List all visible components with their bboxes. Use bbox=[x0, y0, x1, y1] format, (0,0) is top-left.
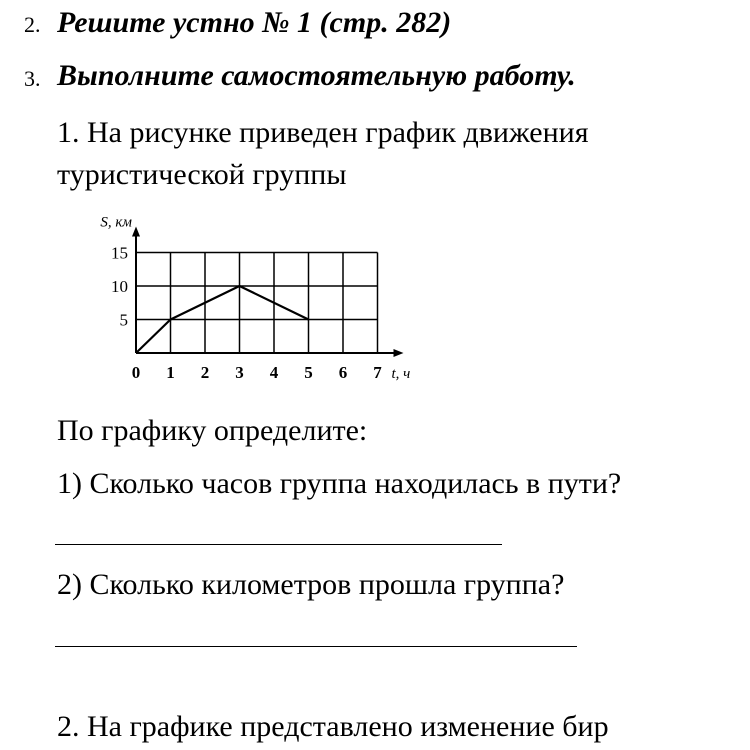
y-tick-label: 15 bbox=[111, 243, 128, 263]
answer-line-2[interactable] bbox=[55, 646, 577, 647]
y-axis-arrow bbox=[132, 227, 140, 237]
problem-1-line-2: туристической группы bbox=[57, 158, 347, 191]
x-axis-arrow bbox=[394, 349, 404, 357]
x-tick-label: 1 bbox=[166, 363, 175, 382]
problem-1-line-1: 1. На рисунке приведен график движения bbox=[57, 116, 589, 149]
x-tick-label: 6 bbox=[338, 363, 348, 382]
motion-graph bbox=[80, 210, 440, 390]
item-2-number: 2. bbox=[24, 12, 41, 37]
x-tick-label: 2 bbox=[200, 363, 210, 382]
x-tick-label: 7 bbox=[373, 363, 382, 382]
y-tick-label: 10 bbox=[111, 277, 128, 296]
y-tick-label: 5 bbox=[119, 310, 128, 330]
item-3-text: Выполните самостоятельную работу. bbox=[57, 59, 576, 92]
x-axis-label: t, ч bbox=[391, 366, 411, 382]
x-tick-label: 0 bbox=[131, 363, 141, 382]
answer-line-1[interactable] bbox=[55, 544, 502, 545]
x-tick-label: 3 bbox=[235, 363, 244, 382]
item-2-text: Решите устно № 1 (стр. 282) bbox=[57, 6, 452, 39]
item-3-number: 3. bbox=[24, 66, 41, 91]
prompt-text: По графику определите: bbox=[57, 414, 368, 447]
y-axis-label: S, км bbox=[100, 214, 132, 231]
question-1: 1) Сколько часов группа находилась в пути? bbox=[57, 467, 622, 500]
x-tick-label: 5 bbox=[304, 363, 313, 382]
question-2: 2) Сколько километров прошла группа? bbox=[57, 568, 565, 601]
x-tick-label: 4 bbox=[269, 363, 279, 382]
problem-2-line-1: 2. На графике представлено изменение бир bbox=[57, 710, 609, 743]
